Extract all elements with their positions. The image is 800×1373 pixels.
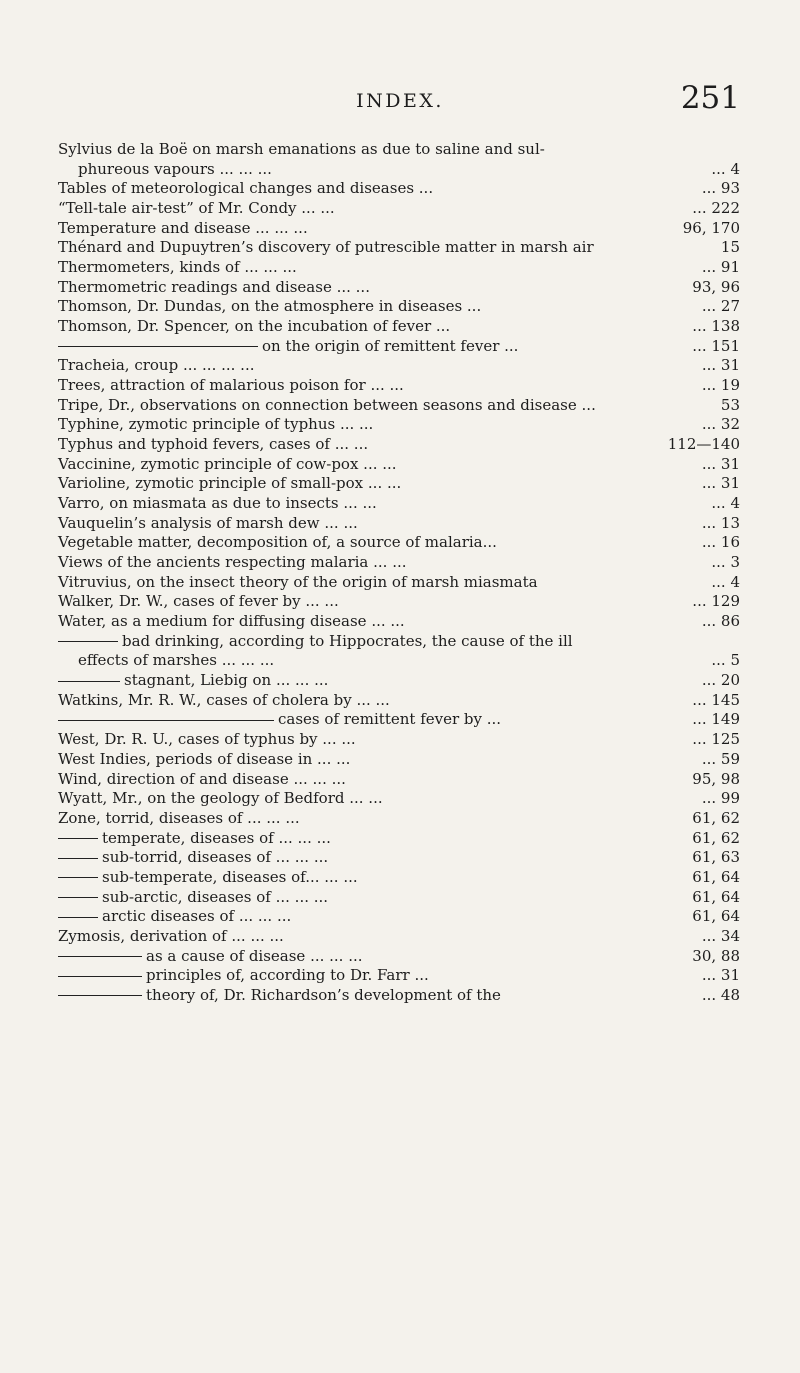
entry-page-ref: ... 4 (707, 160, 740, 180)
ditto-dash (58, 976, 142, 977)
index-entry (58, 337, 744, 357)
entry-text: Sylvius de la Boë on marsh emanations as due to saline and sul- (58, 140, 545, 158)
ditto-dash (58, 838, 98, 839)
entry-page-ref: 61, 64 (688, 868, 740, 888)
index-entry (58, 612, 744, 632)
index-entry (58, 691, 744, 711)
index-entry (58, 848, 744, 868)
page-number: 251 (680, 80, 740, 116)
entry-text: Vaccinine, zymotic principle of cow-pox ... ... (58, 454, 397, 473)
entry-page-ref: ... 149 (688, 710, 740, 730)
index-entry (58, 651, 744, 671)
entry-text: phureous vapours ... ... ... (78, 159, 272, 178)
index-entry (58, 238, 744, 258)
index-entry (58, 494, 744, 514)
running-title: INDEX. (356, 90, 444, 112)
ditto-dash (58, 641, 118, 642)
entry-text: Thermometers, kinds of ... ... ... (58, 258, 297, 277)
entry-text: Water, as a medium for diffusing disease ... ... (58, 612, 405, 631)
entry-page-ref: ... 151 (688, 337, 740, 357)
index-entry (58, 514, 744, 534)
ditto-dash (58, 956, 142, 957)
entry-page-ref: 30, 88 (688, 947, 740, 967)
entry-page-ref: 15 (717, 238, 740, 258)
entry-text: “Tell-tale air-test” of Mr. Condy ... ... (58, 199, 335, 218)
entry-text: Zymosis, derivation of ... ... ... (58, 926, 284, 945)
entry-text: principles of, according to Dr. Farr ... (146, 966, 429, 985)
entry-text: theory of, Dr. Richardson’s development of the (146, 985, 501, 1004)
ditto-dash (58, 858, 98, 859)
entry-page-ref: ... 59 (698, 750, 740, 770)
index-entry (58, 297, 744, 317)
index-entry (58, 632, 744, 652)
entry-page-ref: ... 129 (688, 592, 740, 612)
entry-page-ref: ... 32 (698, 415, 740, 435)
entry-page-ref: ... 138 (688, 317, 740, 337)
ditto-dash (58, 346, 258, 347)
index-entry (58, 258, 744, 278)
ditto-dash (58, 720, 274, 721)
entry-text: sub-temperate, diseases of... ... ... (102, 867, 358, 886)
index-entry (58, 770, 744, 790)
entry-page-ref: 61, 64 (688, 907, 740, 927)
entry-text: Wyatt, Mr., on the geology of Bedford ... ... (58, 789, 383, 808)
entry-page-ref: ... 48 (698, 986, 740, 1006)
entry-text: Temperature and disease ... ... ... (58, 218, 308, 237)
entry-page-ref: ... 222 (688, 199, 740, 219)
index-entry (58, 927, 744, 947)
entry-page-ref: 61, 62 (688, 809, 740, 829)
entry-page-ref: ... 93 (698, 179, 740, 199)
entry-text: temperate, diseases of ... ... ... (102, 828, 331, 847)
index-list (58, 140, 744, 1006)
entry-text: West, Dr. R. U., cases of typhus by ... ... (58, 730, 356, 749)
ditto-dash (58, 877, 98, 878)
entry-text: effects of marshes ... ... ... (78, 651, 275, 670)
index-entry (58, 947, 744, 967)
index-entry (58, 966, 744, 986)
entry-page-ref: ... 3 (707, 553, 740, 573)
entry-text: as a cause of disease ... ... ... (146, 946, 363, 965)
index-entry (58, 396, 744, 416)
index-entry (58, 829, 744, 849)
entry-page-ref: ... 20 (698, 671, 740, 691)
entry-text: Views of the ancients respecting malaria ... ... (58, 553, 407, 572)
entry-text: Thénard and Dupuytren’s discovery of putrescible matter in marsh air (58, 238, 594, 257)
index-entry (58, 278, 744, 298)
index-entry (58, 809, 744, 829)
entry-page-ref: ... 91 (698, 258, 740, 278)
entry-page-ref: 53 (717, 396, 740, 416)
ditto-dash (58, 995, 142, 996)
entry-page-ref: 112—140 (664, 435, 740, 455)
entry-text: Thomson, Dr. Spencer, on the incubation of fever ... (58, 317, 451, 336)
entry-text: arctic diseases of ... ... ... (102, 907, 292, 926)
entry-text: West Indies, periods of disease in ... ... (58, 749, 351, 768)
index-entry (58, 750, 744, 770)
entry-page-ref: ... 31 (698, 356, 740, 376)
index-entry (58, 356, 744, 376)
index-entry (58, 199, 744, 219)
entry-page-ref: ... 27 (698, 297, 740, 317)
ditto-dash (58, 917, 98, 918)
entry-page-ref: ... 125 (688, 730, 740, 750)
entry-text: bad drinking, according to Hippocrates, the cause of the ill (122, 631, 573, 650)
entry-page-ref: ... 31 (698, 474, 740, 494)
index-entry (58, 140, 744, 160)
entry-text: Varro, on miasmata as due to insects ... ... (58, 494, 377, 513)
index-entry (58, 160, 744, 180)
entry-text: Vegetable matter, decomposition of, a source of malaria... (58, 533, 497, 552)
running-head (0, 80, 800, 124)
entry-page-ref: ... 13 (698, 514, 740, 534)
ditto-dash (58, 897, 98, 898)
index-entry (58, 730, 744, 750)
index-entry (58, 710, 744, 730)
entry-text: stagnant, Liebig on ... ... ... (124, 671, 329, 690)
index-entry (58, 415, 744, 435)
entry-page-ref: ... 19 (698, 376, 740, 396)
index-entry (58, 907, 744, 927)
index-entry (58, 317, 744, 337)
entry-text: sub-arctic, diseases of ... ... ... (102, 887, 329, 906)
entry-text: Vitruvius, on the insect theory of the origin of marsh miasmata (58, 572, 538, 591)
entry-page-ref: 96, 170 (679, 219, 740, 239)
index-entry (58, 533, 744, 553)
entry-text: Zone, torrid, diseases of ... ... ... (58, 808, 300, 827)
index-entry (58, 474, 744, 494)
entry-page-ref: ... 86 (698, 612, 740, 632)
entry-page-ref: ... 145 (688, 691, 740, 711)
entry-page-ref: ... 4 (707, 494, 740, 514)
index-entry (58, 435, 744, 455)
index-entry (58, 179, 744, 199)
entry-text: on the origin of remittent fever ... (262, 336, 519, 355)
entry-page-ref: ... 99 (698, 789, 740, 809)
index-entry (58, 376, 744, 396)
entry-text: Vauquelin’s analysis of marsh dew ... ... (58, 513, 358, 532)
ditto-dash (58, 681, 120, 682)
entry-page-ref: ... 31 (698, 966, 740, 986)
entry-page-ref: 61, 62 (688, 829, 740, 849)
entry-page-ref: 61, 64 (688, 888, 740, 908)
index-entry (58, 888, 744, 908)
entry-text: Tracheia, croup ... ... ... ... (58, 356, 255, 375)
entry-text: Typhine, zymotic principle of typhus ... ... (58, 415, 374, 434)
index-entry (58, 553, 744, 573)
entry-text: Watkins, Mr. R. W., cases of cholera by ... ... (58, 690, 390, 709)
entry-text: Wind, direction of and disease ... ... ... (58, 769, 346, 788)
entry-text: sub-torrid, diseases of ... ... ... (102, 848, 329, 867)
index-entry (58, 986, 744, 1006)
index-entry (58, 671, 744, 691)
entry-page-ref: 95, 98 (688, 770, 740, 790)
entry-page-ref: 61, 63 (688, 848, 740, 868)
index-entry (58, 789, 744, 809)
entry-text: Tables of meteorological changes and diseases ... (58, 179, 434, 198)
entry-text: Walker, Dr. W., cases of fever by ... ... (58, 592, 339, 611)
index-entry (58, 219, 744, 239)
entry-page-ref: ... 31 (698, 455, 740, 475)
entry-text: Thermometric readings and disease ... ... (58, 277, 370, 296)
index-entry (58, 573, 744, 593)
entry-page-ref: ... 4 (707, 573, 740, 593)
entry-text: Trees, attraction of malarious poison for ... ... (58, 376, 404, 395)
entry-text: Varioline, zymotic principle of small-pox ... ... (58, 474, 402, 493)
entry-text: cases of remittent fever by ... (278, 710, 502, 729)
entry-text: Typhus and typhoid fevers, cases of ... ... (58, 435, 369, 454)
index-entry (58, 455, 744, 475)
entry-text: Thomson, Dr. Dundas, on the atmosphere in diseases ... (58, 297, 482, 316)
entry-page-ref: ... 16 (698, 533, 740, 553)
entry-page-ref: ... 5 (707, 651, 740, 671)
entry-text: Tripe, Dr., observations on connection between seasons and disease ... (58, 395, 596, 414)
index-entry (58, 868, 744, 888)
entry-page-ref: 93, 96 (688, 278, 740, 298)
index-entry (58, 592, 744, 612)
entry-page-ref: ... 34 (698, 927, 740, 947)
